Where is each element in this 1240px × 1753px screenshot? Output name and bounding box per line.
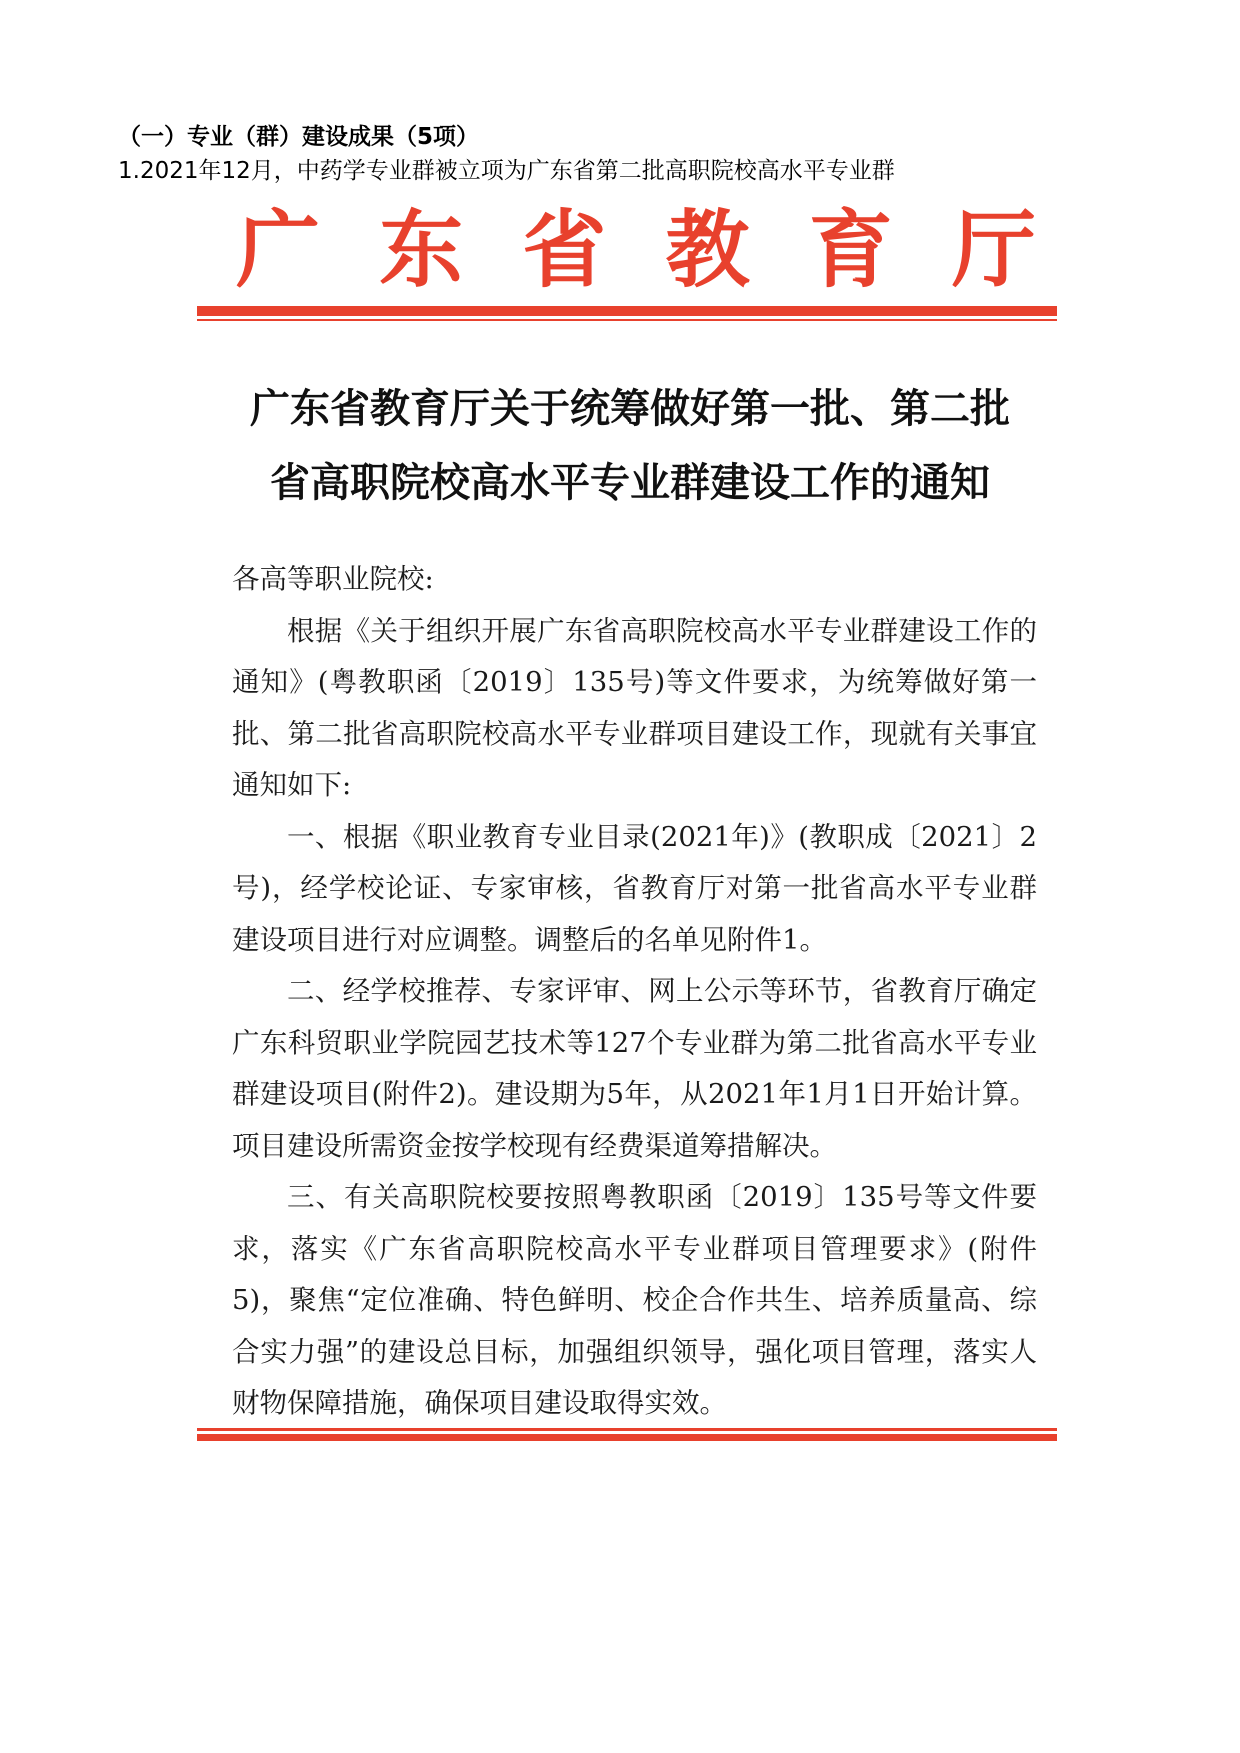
footer-rule — [197, 1434, 1057, 1441]
salutation: 各高等职业院校: — [232, 563, 434, 595]
notice-title-line: 省高职院校高水平专业群建设工作的通知 — [270, 459, 990, 506]
letterhead-char: 东 — [379, 200, 464, 299]
notice-title-line: 广东省教育厅关于统筹做好第一批、第二批 — [250, 385, 1010, 432]
letterhead-char: 教 — [665, 200, 750, 299]
body-paragraph: 三、有关高职院校要按照粤教职函〔2019〕135号等文件要求，落实《广东省高职院校高水平专业群项目管理要求》(附件5)，聚焦“定位准确、特色鲜明、校企合作共生、培养质量高、综合实力强”的建设总目标，加强组织领导，强化项目管理，落实人财物保障措施，确保项目建设取得实效。 — [232, 1181, 1037, 1419]
letterhead-rule — [197, 306, 1057, 316]
body-paragraph: 根据《关于组织开展广东省高职院校高水平专业群建设工作的通知》(粤教职函〔2019〕135号)等文件要求，为统筹做好第一批、第二批省高职院校高水平专业群项目建设工作，现就有关事宜通知如下: — [232, 614, 1037, 801]
notice-title — [180, 372, 1080, 520]
notice-body — [232, 554, 1037, 1430]
letterhead-char: 育 — [808, 200, 893, 299]
letterhead-char: 省 — [522, 200, 607, 299]
item-caption: 1.2021年12月，中药学专业群被立项为广东省第二批高职院校高水平专业群 — [118, 158, 895, 184]
letterhead-rule-thin — [197, 319, 1057, 321]
letterhead-char: 广 — [236, 200, 321, 299]
body-paragraph: 二、经学校推荐、专家评审、网上公示等环节，省教育厅确定广东科贸职业学院园艺技术等127个专业群为第二批省高水平专业群建设项目(附件2)。建设期为5年，从2021年1月1日开始计算。项目建设所需资金按学校现有经费渠道筹措解决。 — [232, 975, 1037, 1162]
body-paragraph: 一、根据《职业教育专业目录(2021年)》(教职成〔2021〕2号)，经学校论证、专家审核，省教育厅对第一批省高水平专业群建设项目进行对应调整。调整后的名单见附件1。 — [232, 820, 1037, 956]
letterhead-char: 厅 — [951, 200, 1036, 299]
footer-rule-thin — [197, 1428, 1057, 1431]
section-heading: （一）专业（群）建设成果（5项） — [118, 124, 480, 150]
letterhead-masthead — [236, 200, 1036, 299]
